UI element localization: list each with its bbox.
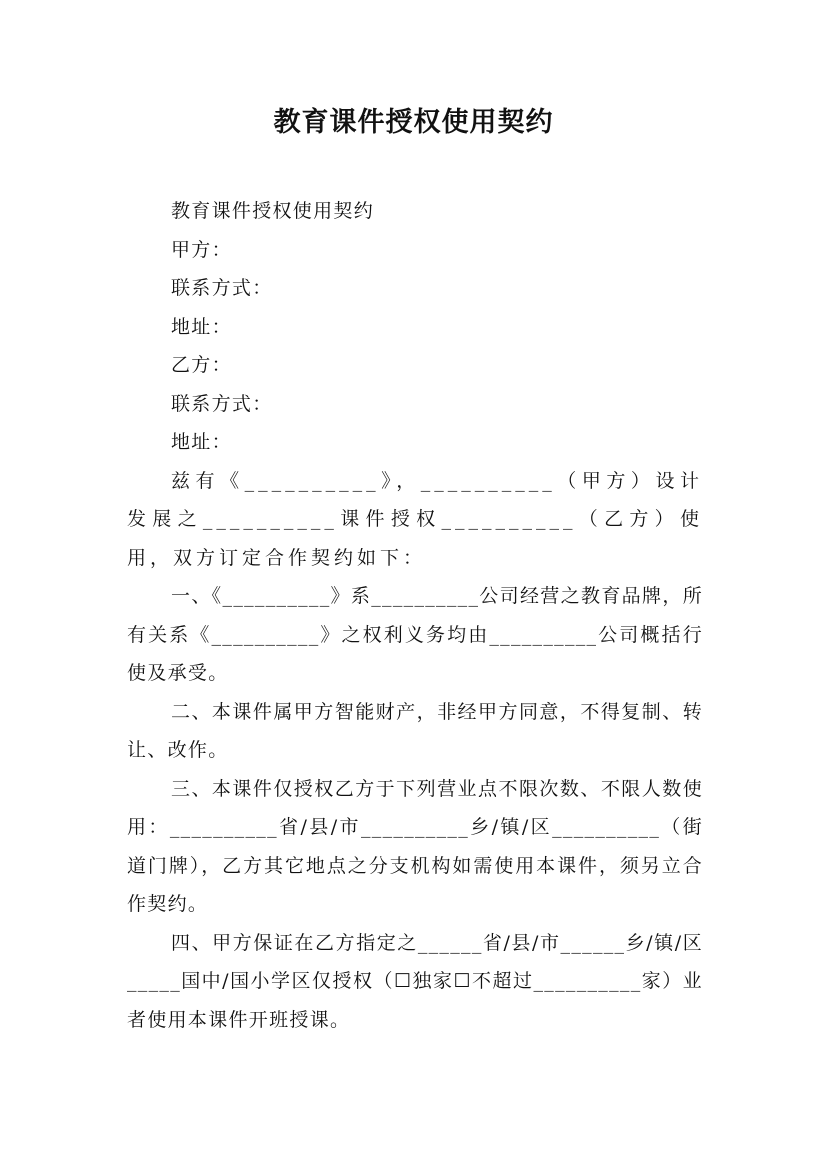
paragraph-clause-4: 四、甲方保证在乙方指定之______省/县/市______乡/镇/区_____国中/国小学区仅授权（☐独家☐不超过__________家）业者使用本课件开班授课。	[127, 931, 703, 1031]
party-a-address-label: 地址：	[171, 315, 232, 338]
paragraph-clause-1: 一、《__________》系__________公司经营之教育品牌，所有关系《__________》之权利义务均由__________公司概括行使及承受。	[127, 585, 703, 684]
party-b-address-label: 地址：	[171, 431, 232, 453]
paragraph-intro: 兹有《__________》，__________（甲方）设计发展之__________课件授权__________（乙方）使用，双方订定合作契约如下：	[127, 469, 703, 569]
header-line-title: 教育课件授权使用契约	[171, 200, 375, 222]
document-title: 教育课件授权使用契约	[273, 107, 554, 138]
party-a-label: 甲方：	[171, 238, 232, 261]
party-a-contact-label: 联系方式：	[171, 277, 273, 299]
paragraph-clause-3: 三、本课件仅授权乙方于下列营业点不限次数、不限人数使用：__________省/县/市__________乡/镇/区__________（街道门牌），乙方其它地点之分支机构如需使用本课件，须另立合作契约。	[127, 777, 703, 915]
document-body	[127, 192, 703, 1039]
party-b-label: 乙方：	[171, 354, 232, 376]
paragraph-clause-2: 二、本课件属甲方智能财产，非经甲方同意，不得复制、转让、改作。	[127, 700, 703, 761]
party-b-contact-label: 联系方式：	[171, 392, 273, 415]
